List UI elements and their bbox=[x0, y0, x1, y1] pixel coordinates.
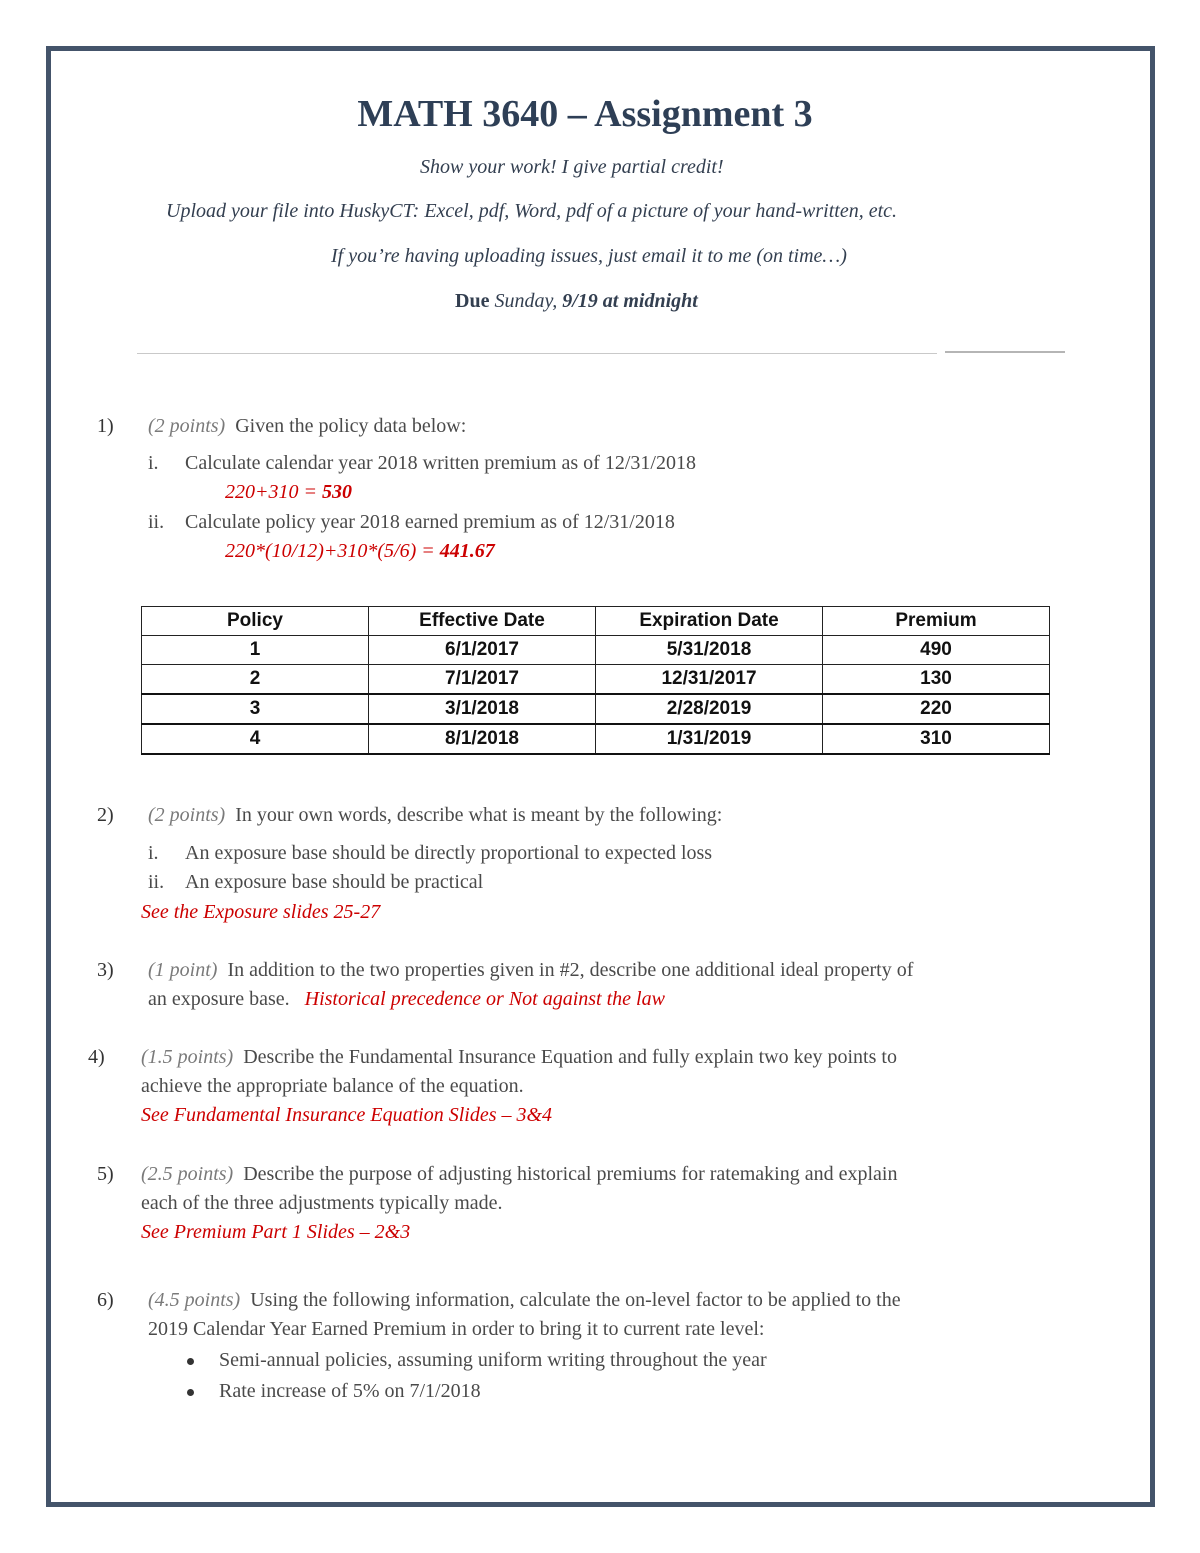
due-date: 9/19 at midnight bbox=[562, 290, 698, 312]
q6-prompt: Using the following information, calculate the on-level factor to be applied to the bbox=[250, 1289, 901, 1311]
q3-text-line-1 bbox=[148, 959, 913, 982]
q2-prompt: In your own words, describe what is meant by the following: bbox=[235, 804, 723, 826]
q5-points: (2.5 points) bbox=[141, 1163, 234, 1185]
q1-ii-text: Calculate policy year 2018 earned premium as of 12/31/2018 bbox=[185, 511, 675, 533]
q6-text-line-2: 2019 Calendar Year Earned Premium in order to bring it to current rate level: bbox=[148, 1318, 765, 1340]
q1-i-label: i. bbox=[148, 452, 159, 474]
q2-points: (2 points) bbox=[148, 804, 226, 826]
q4-text-line-2: achieve the appropriate balance of the equation. bbox=[141, 1075, 524, 1097]
due-date-line bbox=[455, 290, 698, 313]
instruction-line-2: Upload your file into HuskyCT: Excel, pdf, Word, pdf of a picture of your hand-written, etc. bbox=[166, 200, 898, 222]
table-header: Premium bbox=[823, 607, 1050, 636]
q3-prompt-cont: an exposure base. bbox=[148, 988, 290, 1010]
table-header-row bbox=[142, 607, 1050, 636]
q2-ii-label: ii. bbox=[148, 871, 165, 893]
q6-bullet-1: Semi-annual policies, assuming uniform writing throughout the year bbox=[219, 1349, 767, 1371]
table-row bbox=[142, 665, 1050, 695]
q4-number: 4) bbox=[88, 1046, 105, 1068]
q3-prompt: In addition to the two properties given in #2, describe one additional ideal property of bbox=[227, 959, 914, 981]
q1-text bbox=[148, 415, 466, 438]
q1-prompt: Given the policy data below: bbox=[235, 415, 467, 437]
q3-points: (1 point) bbox=[148, 959, 218, 981]
table-cell: 12/31/2017 bbox=[596, 665, 823, 695]
q1-i-answer-expr: 220+310 = bbox=[225, 481, 322, 503]
table-row bbox=[142, 694, 1050, 724]
q1-points: (2 points) bbox=[148, 415, 226, 437]
q2-i-text: An exposure base should be directly proportional to expected loss bbox=[185, 842, 713, 864]
q1-i-text: Calculate calendar year 2018 written premium as of 12/31/2018 bbox=[185, 452, 696, 474]
table-cell: 3 bbox=[142, 694, 369, 724]
instruction-line-1: Show your work! I give partial credit! bbox=[420, 156, 724, 178]
q5-answer: See Premium Part 1 Slides – 2&3 bbox=[141, 1221, 411, 1243]
table-cell: 1/31/2019 bbox=[596, 724, 823, 754]
q2-ii-text: An exposure base should be practical bbox=[185, 871, 484, 893]
instruction-line-3: If you’re having uploading issues, just email it to me (on time…) bbox=[331, 245, 847, 267]
q2-text bbox=[148, 804, 722, 827]
table-row bbox=[142, 636, 1050, 665]
table-cell: 310 bbox=[823, 724, 1050, 754]
q2-i-label: i. bbox=[148, 842, 159, 864]
q5-number: 5) bbox=[97, 1163, 114, 1185]
table-header: Expiration Date bbox=[596, 607, 823, 636]
q3-answer: Historical precedence or Not against the law bbox=[304, 988, 665, 1010]
q1-ii-answer-result: 441.67 bbox=[439, 540, 495, 562]
table-cell: 4 bbox=[142, 724, 369, 754]
q4-answer: See Fundamental Insurance Equation Slides – 3&4 bbox=[141, 1104, 553, 1126]
q1-ii-answer bbox=[225, 540, 495, 563]
q6-points: (4.5 points) bbox=[148, 1289, 241, 1311]
q1-i-answer-result: 530 bbox=[322, 481, 352, 503]
bullet-icon bbox=[187, 1358, 194, 1365]
table-cell: 1 bbox=[142, 636, 369, 665]
policy-table bbox=[141, 606, 1050, 755]
table-cell: 7/1/2017 bbox=[369, 665, 596, 695]
q3-text-line-2 bbox=[148, 988, 665, 1011]
table-cell: 220 bbox=[823, 694, 1050, 724]
table-cell: 130 bbox=[823, 665, 1050, 695]
table-cell: 490 bbox=[823, 636, 1050, 665]
q1-i-answer bbox=[225, 481, 352, 504]
q1-ii-label: ii. bbox=[148, 511, 165, 533]
q1-ii-answer-expr: 220*(10/12)+310*(5/6) = bbox=[225, 540, 440, 562]
due-label: Due bbox=[455, 290, 490, 312]
q2-number: 2) bbox=[97, 804, 114, 826]
q6-text-line-1 bbox=[148, 1289, 901, 1312]
page-title: MATH 3640 – Assignment 3 bbox=[357, 93, 813, 135]
table-header: Effective Date bbox=[369, 607, 596, 636]
table-cell: 2 bbox=[142, 665, 369, 695]
q1-number: 1) bbox=[97, 415, 114, 437]
table-cell: 6/1/2017 bbox=[369, 636, 596, 665]
bullet-icon bbox=[187, 1389, 194, 1396]
q5-prompt: Describe the purpose of adjusting historical premiums for ratemaking and explain bbox=[243, 1163, 898, 1185]
q6-number: 6) bbox=[97, 1289, 114, 1311]
q5-text-line-2: each of the three adjustments typically made. bbox=[141, 1192, 503, 1214]
table-cell: 2/28/2019 bbox=[596, 694, 823, 724]
table-header: Policy bbox=[142, 607, 369, 636]
q4-points: (1.5 points) bbox=[141, 1046, 234, 1068]
divider-line bbox=[137, 353, 937, 354]
table-cell: 8/1/2018 bbox=[369, 724, 596, 754]
table-cell: 5/31/2018 bbox=[596, 636, 823, 665]
q4-prompt: Describe the Fundamental Insurance Equation and fully explain two key points to bbox=[243, 1046, 897, 1068]
q3-number: 3) bbox=[97, 959, 114, 981]
divider-line-end bbox=[945, 351, 1065, 353]
q6-bullet-2: Rate increase of 5% on 7/1/2018 bbox=[219, 1380, 481, 1402]
due-day: Sunday, bbox=[494, 290, 558, 312]
table-cell: 3/1/2018 bbox=[369, 694, 596, 724]
q5-text-line-1 bbox=[141, 1163, 897, 1186]
table-row bbox=[142, 724, 1050, 754]
q2-answer: See the Exposure slides 25-27 bbox=[141, 901, 381, 923]
q4-text-line-1 bbox=[141, 1046, 897, 1069]
